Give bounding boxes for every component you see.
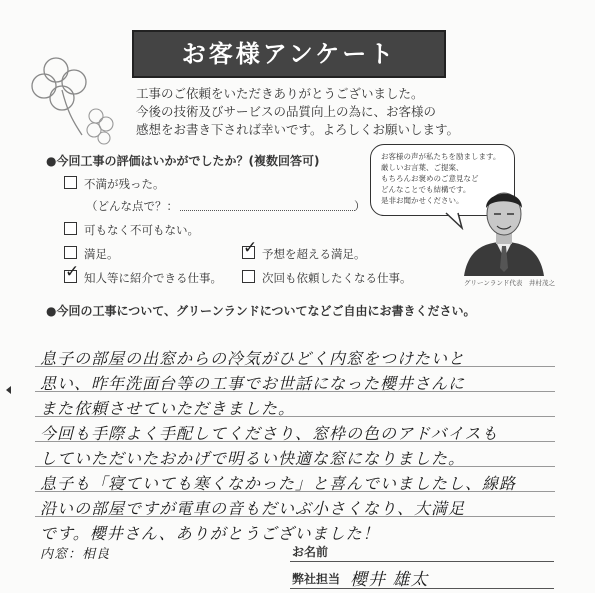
comment-line-5: していただいたおかげで明るい快適な窓になりました。 <box>40 449 466 468</box>
option-checkbox-neutral[interactable] <box>64 222 77 235</box>
bubble-line-2: 厳しいお言葉、ご提案、 <box>381 163 464 172</box>
comment-line-1: 息子の部屋の出窓からの冷気がひどく内窓をつけたいと <box>40 349 466 368</box>
option-label-dissatisfied: 不満が残った。 <box>84 177 165 191</box>
bubble-line-3: もちろんお褒めのご意見など <box>381 174 479 183</box>
detail-label: （どんな点で？： <box>86 199 178 213</box>
check-mark-beyond-expectations: ✓ <box>243 238 258 258</box>
comment-line-7: 沿いの部屋ですが電車の音もだいぶ小さくなり、大満足 <box>40 499 466 518</box>
location-note: 内窓：相良 <box>40 547 111 562</box>
name-label: お名前 <box>292 545 329 559</box>
left-edge-marker <box>6 386 11 394</box>
clover-decoration <box>22 50 122 150</box>
option-checkbox-satisfied[interactable] <box>64 246 77 259</box>
comment-line-6: 息子も「寝ていても寒くなかった」と喜んでいましたし、線路 <box>40 474 517 493</box>
comment-line-3: また依頼させていただきました。 <box>40 399 296 418</box>
comment-line-4: 今回も手際よく手配してくださり、窓枠の色のアドバイスも <box>40 424 499 443</box>
comment-line-8: です。櫻井さん、ありがとうございました！ <box>40 524 380 543</box>
option-label-request-again: 次回も依頼したくなる仕事。 <box>262 271 412 285</box>
option-label-satisfied: 満足。 <box>84 247 119 261</box>
option-checkbox-request-again[interactable] <box>242 270 255 283</box>
page-title: お客様アンケート <box>132 30 446 78</box>
option-checkbox-dissatisfied[interactable] <box>64 176 77 189</box>
question2-heading: ●今回の工事について、グリーンランドについてなどご自由にお書きください。 <box>46 304 476 318</box>
intro-line-3: 感想をお書き下されば幸いです。よろしくお願いします。 <box>136 122 460 137</box>
option-label-beyond-expectations: 予想を超える満足。 <box>262 247 366 261</box>
intro-line-2: 今後の技術及びサービスの品質向上の為に、お客様の <box>136 104 437 119</box>
bubble-line-5: 是非お聞かせください。 <box>381 196 464 205</box>
option-label-neutral: 可もなく不可もない。 <box>84 223 199 237</box>
intro-line-1: 工事のご依頼をいただきありがとうございました。 <box>136 86 424 101</box>
bubble-line-4: どんなことでも結構です。 <box>381 185 471 194</box>
name-field-line <box>290 561 554 562</box>
representative-portrait <box>458 176 550 276</box>
bubble-line-1: お客様の声が私たちを励まします。 <box>381 152 501 161</box>
staff-name-signature: 櫻井 雄太 <box>350 570 429 590</box>
comment-line-2: 思い、昨年洗面台等の工事でお世話になった櫻井さんに <box>40 374 466 393</box>
detail-input-line[interactable] <box>180 210 355 211</box>
check-mark-recommendable: ✓ <box>65 262 80 282</box>
staff-label: 弊社担当 <box>292 572 341 586</box>
staff-field-line <box>290 588 554 589</box>
detail-close: ） <box>354 199 366 213</box>
portrait-caption: グリーンランド代表 井村茂之 <box>464 279 555 287</box>
option-label-recommendable: 知人等に紹介できる仕事。 <box>84 271 222 285</box>
question1-heading: ●今回工事の評価はいかがでしたか？(複数回答可) <box>46 154 320 168</box>
